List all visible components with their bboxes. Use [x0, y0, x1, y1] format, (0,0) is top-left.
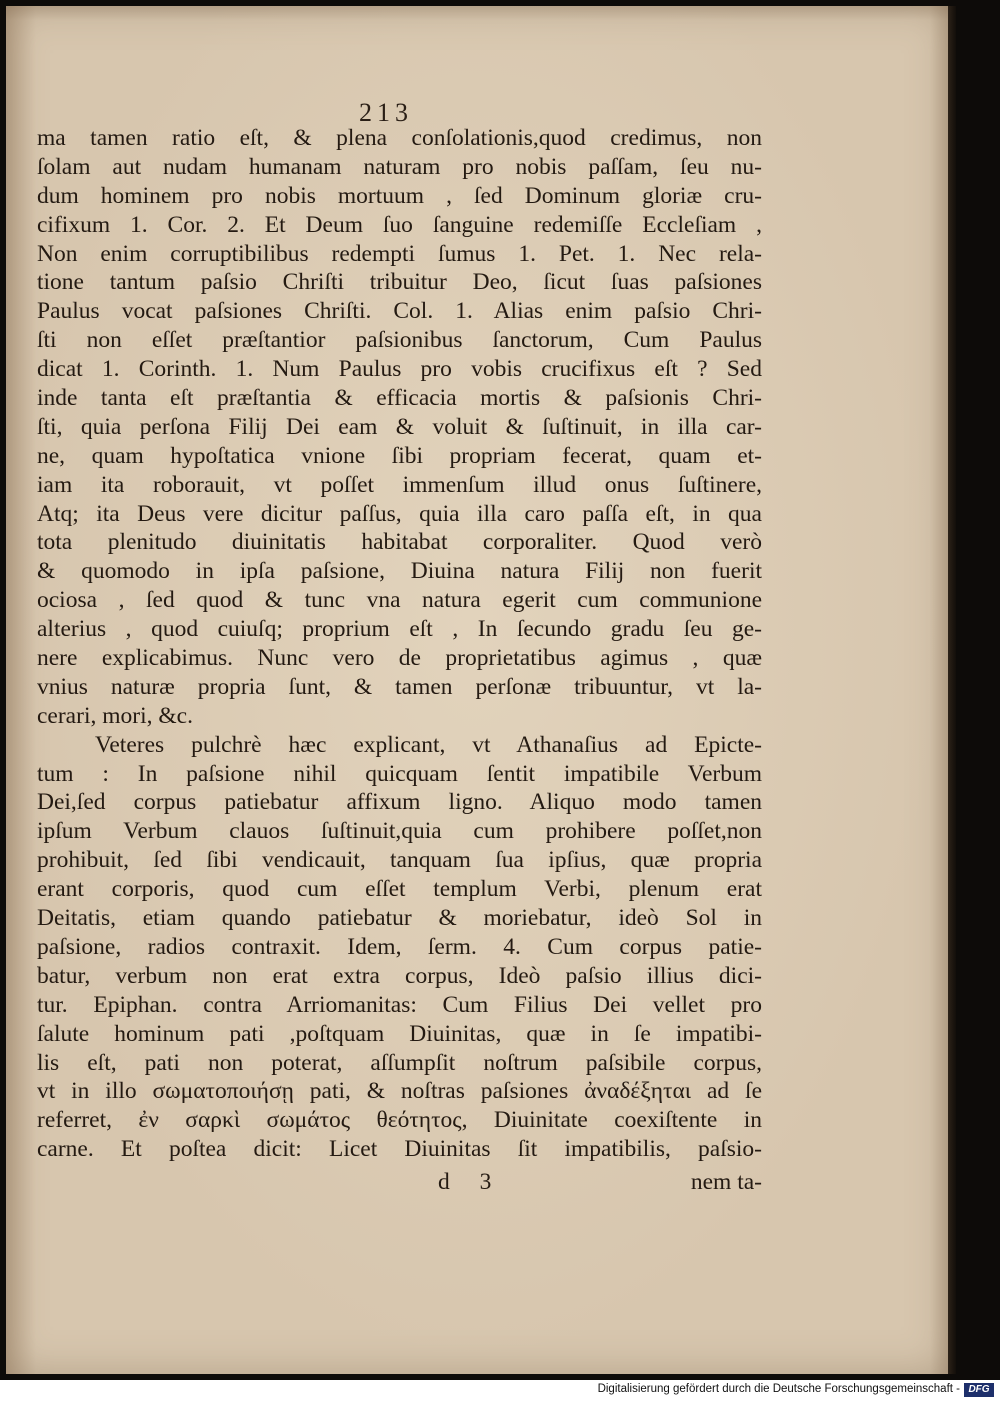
- text-line: Non enim corruptibilibus redempti ſumus 1. Pet. 1. Nec rela-: [37, 240, 762, 267]
- text-line: ſti, quia perſona Filij Dei eam & voluit & ſuſtinuit, in illa car-: [37, 413, 762, 440]
- text-line: Dei,ſed corpus patiebatur affixum ligno. Aliquo modo tamen: [37, 789, 762, 816]
- text-line: prohibuit, ſed ſibi vendicauit, tanquam ſua ipſius, quæ propria: [37, 847, 762, 874]
- book-page: [6, 6, 948, 1374]
- text-line: & quomodo in ipſa paſsione, Diuina natura Filij non fuerit: [37, 558, 762, 585]
- text-line: Deitatis, etiam quando patiebatur & moriebatur, ideò Sol in: [37, 905, 762, 932]
- text-line: carne. Et poſtea dicit: Licet Diuinitas ſit impatibilis, paſsio-: [37, 1136, 762, 1163]
- page-footer: [37, 1169, 762, 1199]
- paragraph-end-line: cerari, mori, &c.: [37, 702, 193, 729]
- text-line: ſti non eſſet præſtantior paſsionibus ſanctorum, Cum Paulus: [37, 327, 762, 354]
- text-line: ſolam aut nudam humanam naturam pro nobis paſſam, ſeu nu-: [37, 153, 762, 180]
- text-line: ma tamen ratio eſt, & plena conſolationis,quod credimus, non: [37, 125, 762, 151]
- text-line: dicat 1. Corinth. 1. Num Paulus pro vobis crucifixus eſt ? Sed: [37, 356, 762, 383]
- paragraph-start-line: Veteres pulchrè hæc explicant, vt Athanaſius ad Epicte-: [95, 731, 762, 758]
- text-line: cifixum 1. Cor. 2. Et Deum ſuo ſanguine redemiſſe Eccleſiam ,: [37, 211, 762, 238]
- page-edge-shadow: [948, 6, 956, 1374]
- text-line: vt in illo σωματοποιήσῃ pati, & noſtras paſsiones ἀναδέξηται ad ſe: [37, 1078, 762, 1105]
- text-line: paſsione, radios contraxit. Idem, ſerm. 4. Cum corpus patie-: [37, 933, 762, 960]
- text-line: tione tantum paſsio Chriſti tribuitur Deo, ſicut ſuas paſsiones: [37, 269, 762, 296]
- text-line: batur, verbum non erat extra corpus, Ideò paſsio illius dici-: [37, 962, 762, 989]
- text-line: nere explicabimus. Nunc vero de proprietatibus agimus , quæ: [37, 645, 762, 672]
- page-number: 213: [359, 98, 413, 127]
- text-line: erant corporis, quod cum eſſet templum Verbi, plenum erat: [37, 876, 762, 903]
- text-line: ne, quam hypoſtatica vnione ſibi propriam fecerat, quam et-: [37, 442, 762, 469]
- text-line: tum : In paſsione nihil quicquam ſentit impatibile Verbum: [37, 760, 762, 787]
- text-line: alterius , quod cuiuſq; proprium eſt , In ſecundo gradu ſeu ge-: [37, 616, 762, 643]
- text-line: dum hominem pro nobis mortuum , ſed Dominum gloriæ cru-: [37, 182, 762, 209]
- text-line: tur. Epiphan. contra Arriomanitas: Cum Filius Dei vellet pro: [37, 991, 762, 1018]
- text-line: lis eſt, pati non poterat, aſſumpſit noſtrum paſsibile corpus,: [37, 1049, 762, 1076]
- body-text: [37, 124, 762, 1164]
- text-line: ociosa , ſed quod & tunc vna natura egerit cum communione: [37, 587, 762, 614]
- text-line: tota plenitudo diuinitatis habitabat corporaliter. Quod verò: [37, 529, 762, 556]
- catchword: nem ta-: [690, 1169, 762, 1195]
- text-line: vnius naturæ propria ſunt, & tamen perſonæ tribuuntur, vt la-: [37, 673, 762, 700]
- text-line: Atq; ita Deus vere dicitur paſſus, quia illa caro paſſa eſt, in qua: [37, 500, 762, 527]
- credit-bar: [0, 1380, 1000, 1401]
- text-line: ſalute hominum pati ,poſtquam Diuinitas, quæ in ſe impatibi-: [37, 1020, 762, 1047]
- dfg-logo: DFG: [964, 1383, 994, 1397]
- text-line: referret, ἐν σαρκὶ σωμάτος θεότητος, Diuinitate coexiſtente in: [37, 1107, 762, 1134]
- text-line: Paulus vocat paſsiones Chriſti. Col. 1. Alias enim paſsio Chri-: [37, 298, 762, 325]
- funding-credit: Digitalisierung gefördert durch die Deutsche Forschungsgemeinschaft -: [597, 1383, 960, 1395]
- text-line: ipſum Verbum clauos ſuſtinuit,quia cum prohibere poſſet,non: [37, 818, 762, 845]
- signature-mark: d 3: [438, 1169, 504, 1195]
- text-line: iam ita roborauit, vt poſſet immenſum illud onus ſuſtinere,: [37, 471, 762, 498]
- text-line: inde tanta eſt præſtantia & efficacia mortis & paſsionis Chri-: [37, 385, 762, 412]
